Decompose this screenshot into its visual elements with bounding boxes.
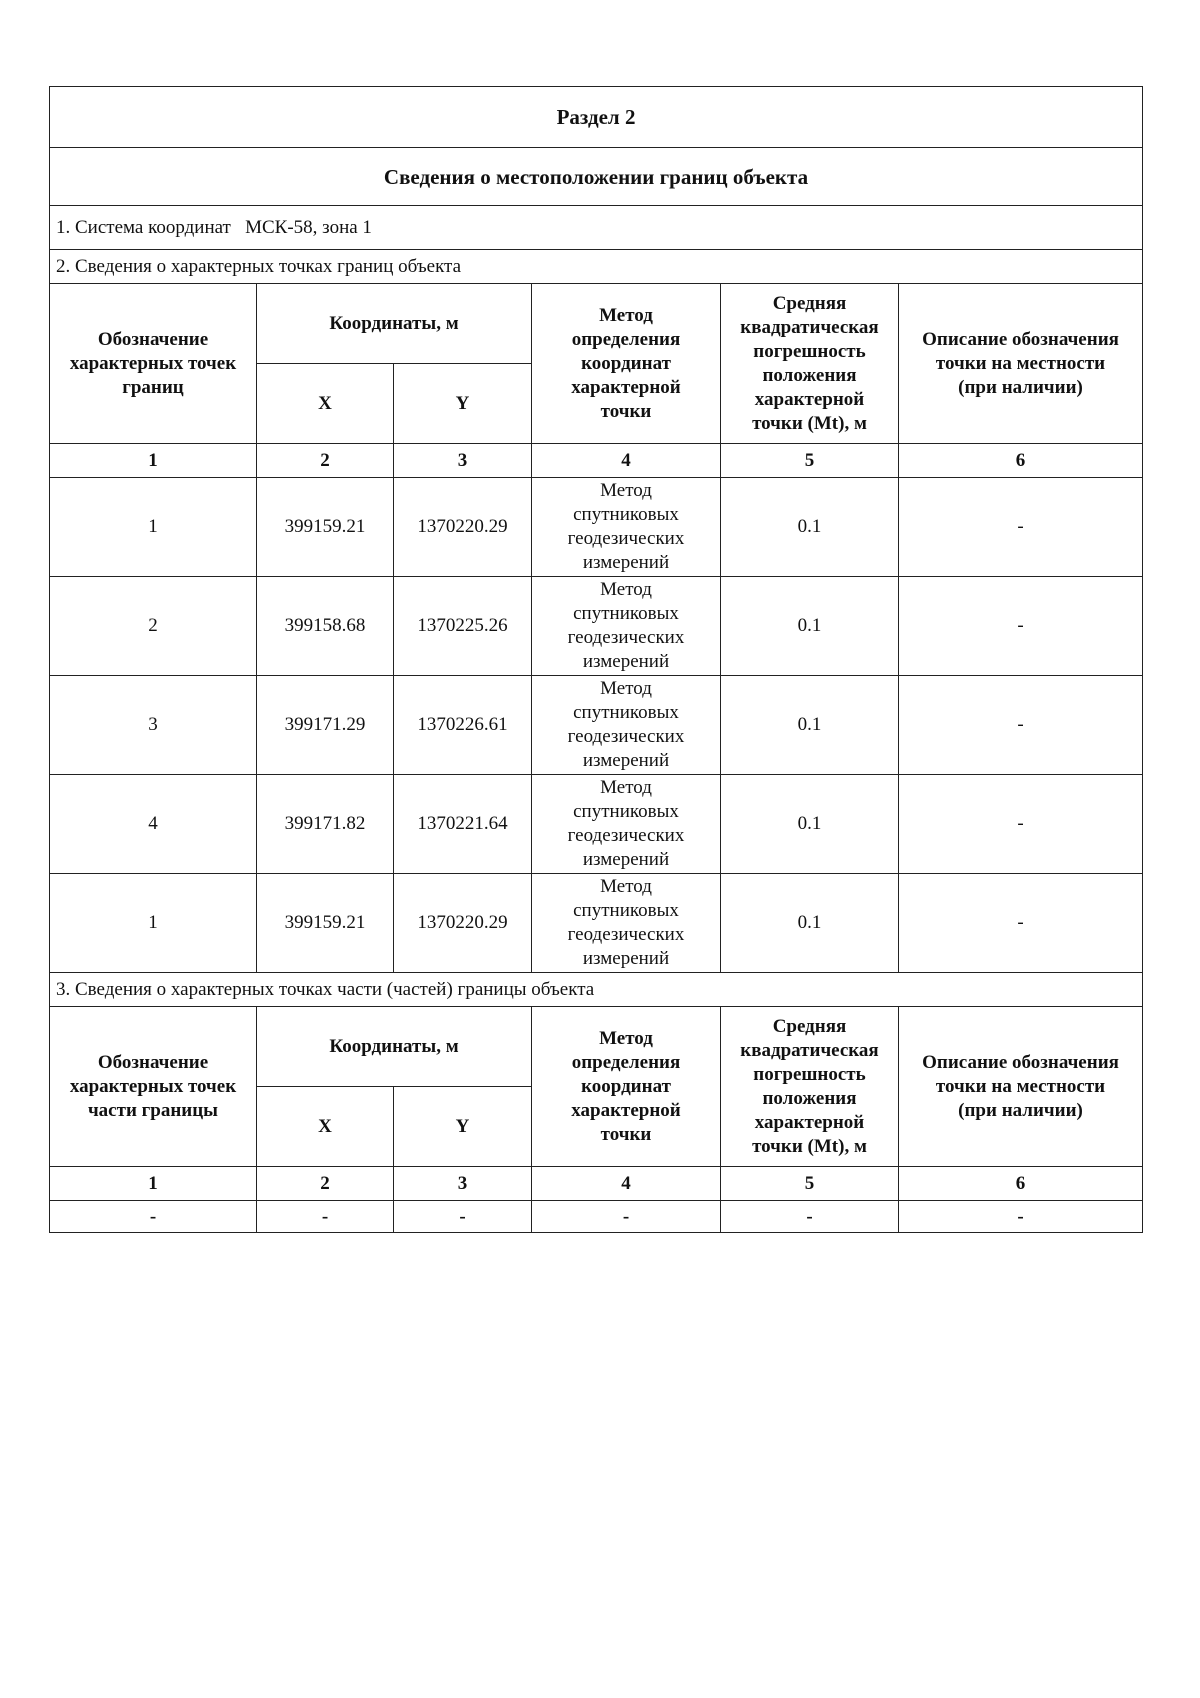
coord-x: 399159.21 (257, 874, 394, 973)
header-mean-error-line: положения (762, 364, 857, 386)
method-line: геодезических (567, 825, 685, 846)
description: - (899, 478, 1143, 577)
section-title: Раздел 2 (50, 87, 1143, 148)
table-row (50, 775, 1143, 874)
column-number: 3 (394, 444, 532, 478)
column-number: 1 (50, 444, 257, 478)
mean-error: 0.1 (721, 478, 899, 577)
header-description-line: точки на местности (935, 1075, 1106, 1097)
header-point-designation-line: Обозначение (97, 328, 209, 350)
method-line: Метод (600, 480, 652, 501)
header-mean-error-line: точки (Mt), м (752, 1135, 867, 1157)
header-description-line: Описание обозначения (922, 1051, 1119, 1073)
method-line: спутниковых (573, 603, 679, 624)
header-method (532, 1007, 721, 1167)
header-mean-error-line: Средняя (772, 1015, 847, 1037)
mean-error: 0.1 (721, 874, 899, 973)
mean-error: 0.1 (721, 775, 899, 874)
description: - (899, 874, 1143, 973)
section-subtitle: Сведения о местоположении границ объекта (50, 148, 1143, 206)
column-number: 5 (721, 444, 899, 478)
method-line: измерений (582, 651, 670, 672)
header-mean-error-line: квадратическая (740, 316, 879, 338)
header-mean-error-line: погрешность (753, 340, 866, 362)
coord-y: 1370221.64 (394, 775, 532, 874)
point-number: 2 (50, 577, 257, 676)
method (532, 676, 721, 775)
description: - (899, 577, 1143, 676)
column-number: 6 (899, 444, 1143, 478)
empty-cell: - (532, 1201, 721, 1233)
header-point-designation-line: части границы (87, 1099, 219, 1121)
point-number: 1 (50, 874, 257, 973)
header-y: Y (394, 364, 532, 444)
column-number: 2 (257, 1167, 394, 1201)
header-mean-error-line: погрешность (753, 1063, 866, 1085)
header-mean-error (721, 284, 899, 444)
column-numbers-row (50, 1167, 1143, 1201)
method (532, 478, 721, 577)
method-line: спутниковых (573, 900, 679, 921)
column-number: 4 (532, 1167, 721, 1201)
method-line: измерений (582, 849, 670, 870)
column-number: 2 (257, 444, 394, 478)
mean-error: 0.1 (721, 676, 899, 775)
coord-x: 399158.68 (257, 577, 394, 676)
header-point-designation-line: Обозначение (97, 1051, 209, 1073)
boundary-table (49, 86, 1143, 1233)
header-description (899, 284, 1143, 444)
method-line: Метод (600, 876, 652, 897)
header-mean-error-line: положения (762, 1087, 857, 1109)
description: - (899, 676, 1143, 775)
column-number: 3 (394, 1167, 532, 1201)
header-method-line: определения (571, 328, 681, 350)
header-method-line: точки (600, 1123, 652, 1145)
coord-y: 1370226.61 (394, 676, 532, 775)
header-method-line: характерной (571, 1099, 681, 1121)
mean-error: 0.1 (721, 577, 899, 676)
column-number: 1 (50, 1167, 257, 1201)
method-line: геодезических (567, 726, 685, 747)
empty-cell: - (257, 1201, 394, 1233)
block2-heading-row (50, 973, 1143, 1007)
method-line: Метод (600, 579, 652, 600)
coord-x: 399171.29 (257, 676, 394, 775)
method-line: спутниковых (573, 504, 679, 525)
description: - (899, 775, 1143, 874)
header-point-designation-line: границ (122, 376, 184, 398)
method-line: геодезических (567, 528, 685, 549)
point-number: 3 (50, 676, 257, 775)
table-row (50, 676, 1143, 775)
header-method-line: характерной (571, 376, 681, 398)
header-description (899, 1007, 1143, 1167)
coord-system-value: МСК-58, зона 1 (245, 216, 372, 238)
header-mean-error (721, 1007, 899, 1167)
method-line: геодезических (567, 627, 685, 648)
column-number: 4 (532, 444, 721, 478)
header-point-designation (50, 1007, 257, 1167)
method-line: спутниковых (573, 702, 679, 723)
point-number: 1 (50, 478, 257, 577)
header-description-line: Описание обозначения (922, 328, 1119, 350)
header-mean-error-line: характерной (754, 388, 865, 410)
header-method (532, 284, 721, 444)
header-row (50, 1007, 1143, 1087)
table-row (50, 874, 1143, 973)
header-mean-error-line: точки (Mt), м (752, 412, 867, 434)
header-point-designation (50, 284, 257, 444)
header-method-line: Метод (599, 1027, 653, 1049)
header-coordinates: Координаты, м (257, 1007, 532, 1087)
table-row (50, 478, 1143, 577)
column-number: 5 (721, 1167, 899, 1201)
header-description-line: (при наличии) (958, 376, 1083, 398)
empty-cell: - (721, 1201, 899, 1233)
header-method-line: точки (600, 400, 652, 422)
header-method-line: Метод (599, 304, 653, 326)
header-row (50, 284, 1143, 364)
table-row (50, 1201, 1143, 1233)
coord-y: 1370225.26 (394, 577, 532, 676)
header-description-line: (при наличии) (958, 1099, 1083, 1121)
header-mean-error-line: Средняя (772, 292, 847, 314)
point-number: 4 (50, 775, 257, 874)
header-point-designation-line: характерных точек (69, 352, 237, 374)
header-description-line: точки на местности (935, 352, 1106, 374)
coord-x: 399159.21 (257, 478, 394, 577)
empty-cell: - (899, 1201, 1143, 1233)
header-point-designation-line: характерных точек (69, 1075, 237, 1097)
method-line: геодезических (567, 924, 685, 945)
column-numbers-row (50, 444, 1143, 478)
column-number: 6 (899, 1167, 1143, 1201)
document-page (49, 86, 1142, 1233)
block1-heading: 2. Сведения о характерных точках границ объекта (50, 250, 1143, 284)
method (532, 775, 721, 874)
coord-y: 1370220.29 (394, 478, 532, 577)
header-coordinates: Координаты, м (257, 284, 532, 364)
method-line: Метод (600, 777, 652, 798)
method-line: измерений (582, 750, 670, 771)
empty-cell: - (394, 1201, 532, 1233)
empty-cell: - (50, 1201, 257, 1233)
coord-system-line (50, 206, 1143, 250)
header-mean-error-line: квадратическая (740, 1039, 879, 1061)
coord-x: 399171.82 (257, 775, 394, 874)
header-y: Y (394, 1087, 532, 1167)
method (532, 874, 721, 973)
table-row (50, 577, 1143, 676)
header-method-line: определения (571, 1051, 681, 1073)
header-x: X (257, 1087, 394, 1167)
header-method-line: координат (581, 352, 671, 374)
block2-heading: 3. Сведения о характерных точках части (частей) границы объекта (50, 973, 1143, 1007)
method-line: Метод (600, 678, 652, 699)
method-line: измерений (582, 948, 670, 969)
method-line: спутниковых (573, 801, 679, 822)
coord-system-label: 1. Система координат (56, 216, 231, 238)
method (532, 577, 721, 676)
header-method-line: координат (581, 1075, 671, 1097)
header-mean-error-line: характерной (754, 1111, 865, 1133)
method-line: измерений (582, 552, 670, 573)
header-x: X (257, 364, 394, 444)
coord-y: 1370220.29 (394, 874, 532, 973)
